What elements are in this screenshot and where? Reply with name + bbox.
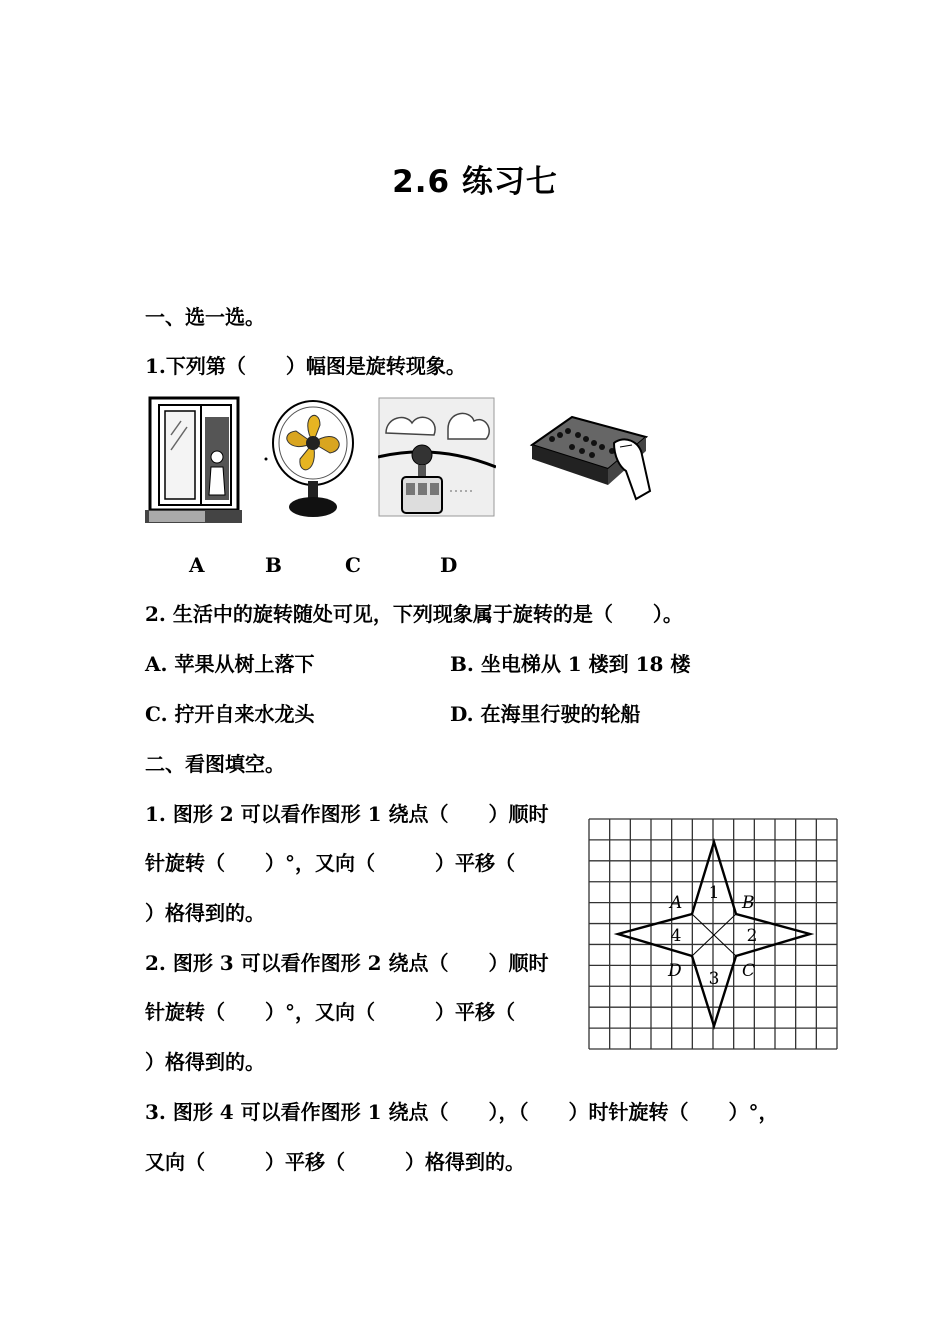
point-a-label: A — [670, 893, 683, 913]
s2-q2-line1: 2. 图形 3 可以看作图形 2 绕点（ ）顺时 — [145, 951, 549, 975]
point-c-label: C — [742, 961, 756, 981]
q2-text: 2. 生活中的旋转随处可见，下列现象属于旋转的是（ ）。 — [145, 602, 683, 626]
q2-option-c: C. 拧开自来水龙头 — [145, 702, 315, 726]
s2-q1-line2: 针旋转（ ）°，又向（ ）平移（ — [145, 851, 515, 875]
region-2-label: 2 — [746, 926, 758, 946]
cable-car-picture — [378, 395, 496, 525]
s2-q1-line1: 1. 图形 2 可以看作图形 1 绕点（ ）顺时 — [145, 802, 549, 826]
s2-q2-line3: ）格得到的。 — [145, 1050, 265, 1074]
region-1-label: 1 — [708, 883, 720, 903]
region-3-label: 3 — [708, 969, 720, 989]
fan-picture — [258, 395, 358, 525]
s2-q2-line2: 针旋转（ ）°，又向（ ）平移（ — [145, 1000, 515, 1024]
point-b-label: B — [742, 893, 755, 913]
s2-q3-line1: 3. 图形 4 可以看作图形 1 绕点（ ），（ ）时针旋转（ ）°， — [145, 1100, 779, 1124]
q2-option-b: B. 坐电梯从 1 楼到 18 楼 — [450, 652, 691, 676]
window-picture — [145, 395, 245, 525]
point-d-label: D — [668, 961, 682, 981]
q1-option-c: C — [345, 553, 361, 577]
q1-option-a: A — [189, 553, 205, 577]
q1-text: 1.下列第（ ）幅图是旋转现象。 — [145, 354, 466, 378]
region-4-label: 4 — [670, 926, 682, 946]
grid-star-figure — [588, 818, 838, 1050]
s2-q3-line2: 又向（ ）平移（ ）格得到的。 — [145, 1150, 525, 1174]
abacus-picture — [528, 395, 653, 525]
section1-heading: 一、选一选。 — [145, 305, 265, 329]
star-outline — [618, 842, 810, 1026]
q1-option-d: D — [440, 553, 458, 577]
q2-option-a: A. 苹果从树上落下 — [145, 652, 315, 676]
page-title: 2.6 练习七 — [392, 164, 558, 200]
q1-option-b: B — [265, 553, 282, 577]
section2-heading: 二、看图填空。 — [145, 752, 285, 776]
s2-q1-line3: ）格得到的。 — [145, 901, 265, 925]
q2-option-d: D. 在海里行驶的轮船 — [450, 702, 641, 726]
